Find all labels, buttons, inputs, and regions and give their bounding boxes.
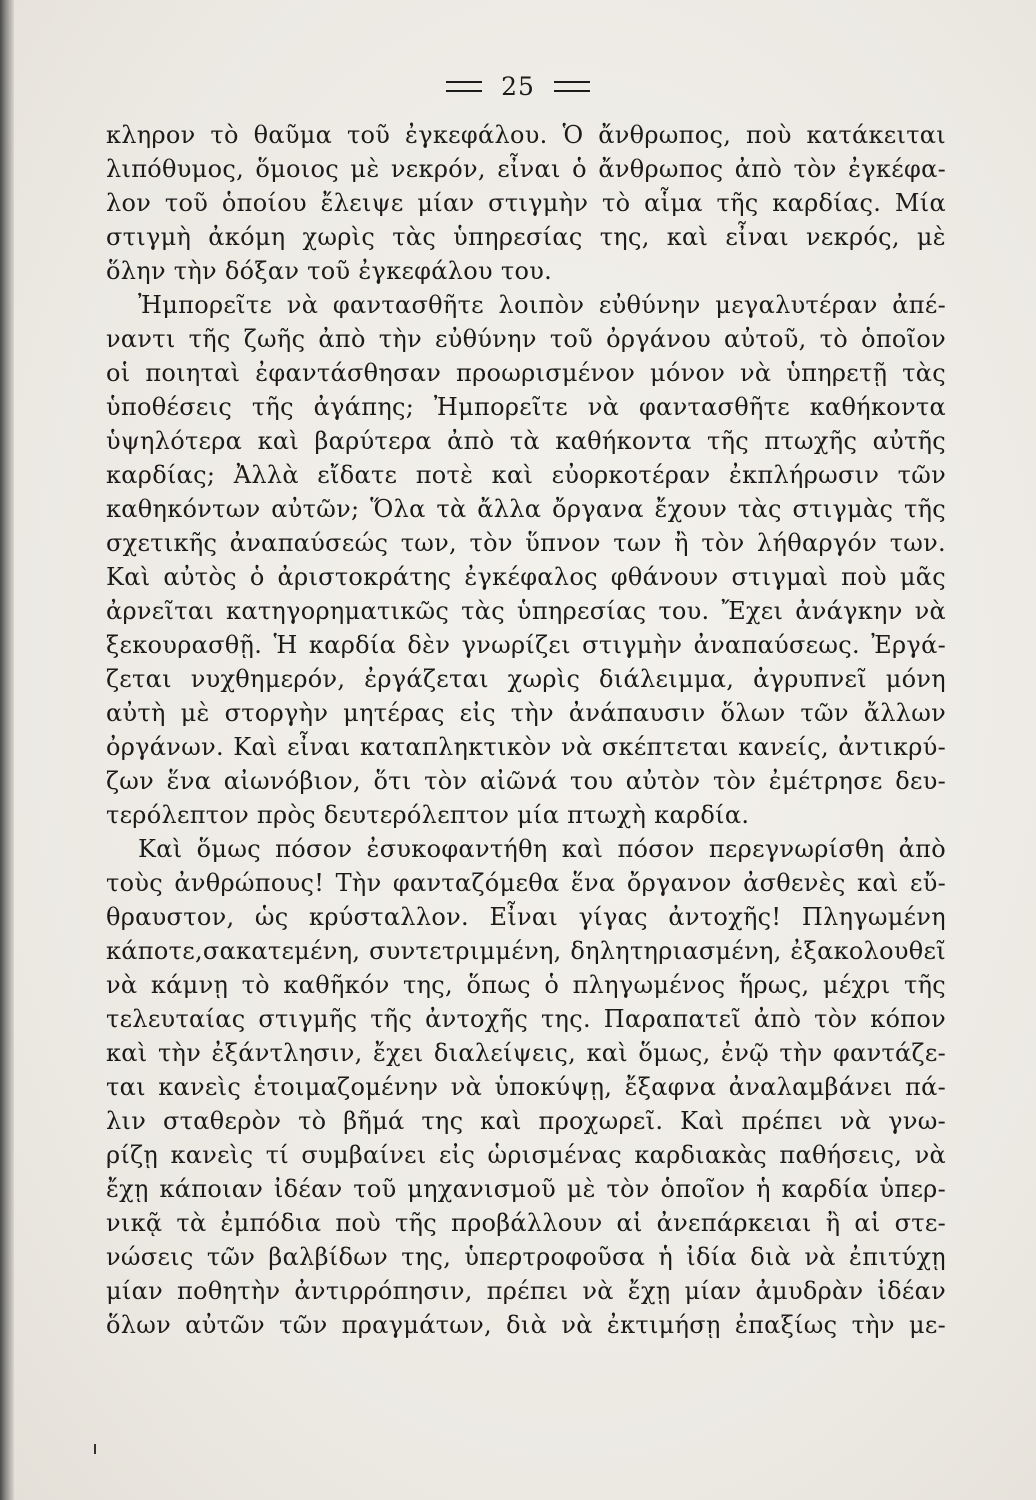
binding-edge [0,0,14,1500]
margin-mark [94,1444,96,1454]
text-line: τοὺς ἀνθρώπους! Τὴν φανταζόμεθα ἕνα ὄργανον ἀσθενὲς καὶ εὔ- [106,869,946,897]
text-line: καὶ τὴν ἐξάντλησιν, ἔχει διαλείψεις, καὶ ὅμως, ἐνῷ τὴν φαντάζε- [106,1039,946,1067]
text-line: μίαν ποθητὴν ἀντιρρόπησιν, πρέπει νὰ ἔχῃ μίαν ἀμυδρὰν ἰδέαν [106,1277,946,1305]
page-header [0,70,1036,101]
text-line: σχετικῆς ἀναπαύσεώς των, τὸν ὕπνον των ἢ τὸν λήθαργόν των. [106,529,946,557]
text-line: στιγμὴ ἀκόμη χωρὶς τὰς ὑπηρεσίας της, καὶ εἶναι νεκρός, μὲ [106,223,946,251]
text-line: αὐτὴ μὲ στοργὴν μητέρας εἰς τὴν ἀνάπαυσιν ὅλων τῶν ἄλλων [106,699,946,727]
text-line: τελευταίας στιγμῆς τῆς ἀντοχῆς της. Παραπατεῖ ἀπὸ τὸν κόπον [106,1005,946,1033]
page-number: 25 [501,72,535,101]
text-line: ζων ἕνα αἰωνόβιον, ὅτι τὸν αἰῶνά του αὐτὸν τὸν ἐμέτρησε δευ- [106,767,946,795]
text-line: νὰ κάμνῃ τὸ καθῆκόν της, ὅπως ὁ πληγωμένος ἥρως, μέχρι τῆς [106,971,946,999]
text-line: ξεκουρασθῇ. Ἡ καρδία δὲν γνωρίζει στιγμὴν ἀναπαύσεως. Ἐργά- [106,631,946,659]
text-line: καρδίας; Ἀλλὰ εἴδατε ποτὲ καὶ εὐορκοτέραν ἐκπλήρωσιν τῶν [106,461,946,489]
text-line: ρίζῃ κανεὶς τί συμβαίνει εἰς ὡρισμένας καρδιακὰς παθήσεις, νὰ [106,1141,946,1169]
text-line: λιν σταθερὸν τὸ βῆμά της καὶ προχωρεῖ. Καὶ πρέπει νὰ γνω- [106,1107,946,1135]
text-line: ἀρνεῖται κατηγορηματικῶς τὰς ὑπηρεσίας του. Ἔχει ἀνάγκην νὰ [106,597,946,625]
text-line: Καὶ αὐτὸς ὁ ἀριστοκράτης ἐγκέφαλος φθάνουν στιγμαὶ ποὺ μᾶς [106,563,946,591]
text-line: Ἠμπορεῖτε νὰ φαντασθῆτε λοιπὸν εὐθύνην μεγαλυτέραν ἀπέ- [138,291,946,319]
text-line: λιπόθυμος, ὅμοιος μὲ νεκρόν, εἶναι ὁ ἄνθρωπος ἀπὸ τὸν ἐγκέφα- [106,155,946,183]
text-line: ὅλην τὴν δόξαν τοῦ ἐγκεφάλου του. [106,257,553,285]
text-line: τερόλεπτον πρὸς δευτερόλεπτον μία πτωχὴ καρδία. [106,801,750,829]
body-text [106,118,946,1342]
text-line: ὑψηλότερα καὶ βαρύτερα ἀπὸ τὰ καθήκοντα τῆς πτωχῆς αὐτῆς [106,427,946,455]
text-line: κληρον τὸ θαῦμα τοῦ ἐγκεφάλου. Ὁ ἄνθρωπος, ποὺ κατάκειται [106,121,946,149]
text-line: ζεται νυχθημερόν, ἐργάζεται χωρὶς διάλειμμα, ἀγρυπνεῖ μόνη [106,665,946,693]
text-line: ἔχῃ κάποιαν ἰδέαν τοῦ μηχανισμοῦ μὲ τὸν ὁποῖον ἡ καρδία ὑπερ- [106,1175,946,1203]
header-rule-left [446,81,482,92]
text-line: νικᾷ τὰ ἐμπόδια ποὺ τῆς προβάλλουν αἱ ἀνεπάρκειαι ἢ αἱ στε- [106,1209,946,1237]
text-line: Καὶ ὅμως πόσον ἐσυκοφαντήθη καὶ πόσον περεγνωρίσθη ἀπὸ [138,835,946,863]
header-rule-right [554,81,590,92]
text-line: ναντι τῆς ζωῆς ἀπὸ τὴν εὐθύνην τοῦ ὀργάνου αὐτοῦ, τὸ ὁποῖον [106,325,946,353]
text-line: νώσεις τῶν βαλβίδων της, ὑπερτροφοῦσα ἡ ἰδία διὰ νὰ ἐπιτύχῃ [106,1243,946,1271]
text-line: καθηκόντων αὐτῶν; Ὅλα τὰ ἄλλα ὄργανα ἔχουν τὰς στιγμὰς τῆς [106,495,946,523]
text-line: οἱ ποιηταὶ ἐφαντάσθησαν προωρισμένον μόνον νὰ ὑπηρετῇ τὰς [106,359,946,387]
text-line: ὀργάνων. Καὶ εἶναι καταπληκτικὸν νὰ σκέπτεται κανείς, ἀντικρύ- [106,733,946,761]
text-line: ὅλων αὐτῶν τῶν πραγμάτων, διὰ νὰ ἐκτιμήσῃ ἐπαξίως τὴν με- [106,1311,946,1339]
text-line: λον τοῦ ὁποίου ἔλειψε μίαν στιγμὴν τὸ αἷμα τῆς καρδίας. Μία [106,189,946,217]
text-line: κάποτε,σακατεμένη, συντετριμμένη, δηλητηριασμένη, ἐξακολουθεῖ [106,937,946,965]
text-line: ται κανεὶς ἑτοιμαζομένην νὰ ὑποκύψῃ, ἔξαφνα ἀναλαμβάνει πά- [106,1073,946,1101]
text-line: ὑποθέσεις τῆς ἀγάπης; Ἠμπορεῖτε νὰ φαντασθῆτε καθήκοντα [106,393,946,421]
text-line: θραυστον, ὡς κρύσταλλον. Εἶναι γίγας ἀντοχῆς! Πληγωμένη [106,903,946,931]
